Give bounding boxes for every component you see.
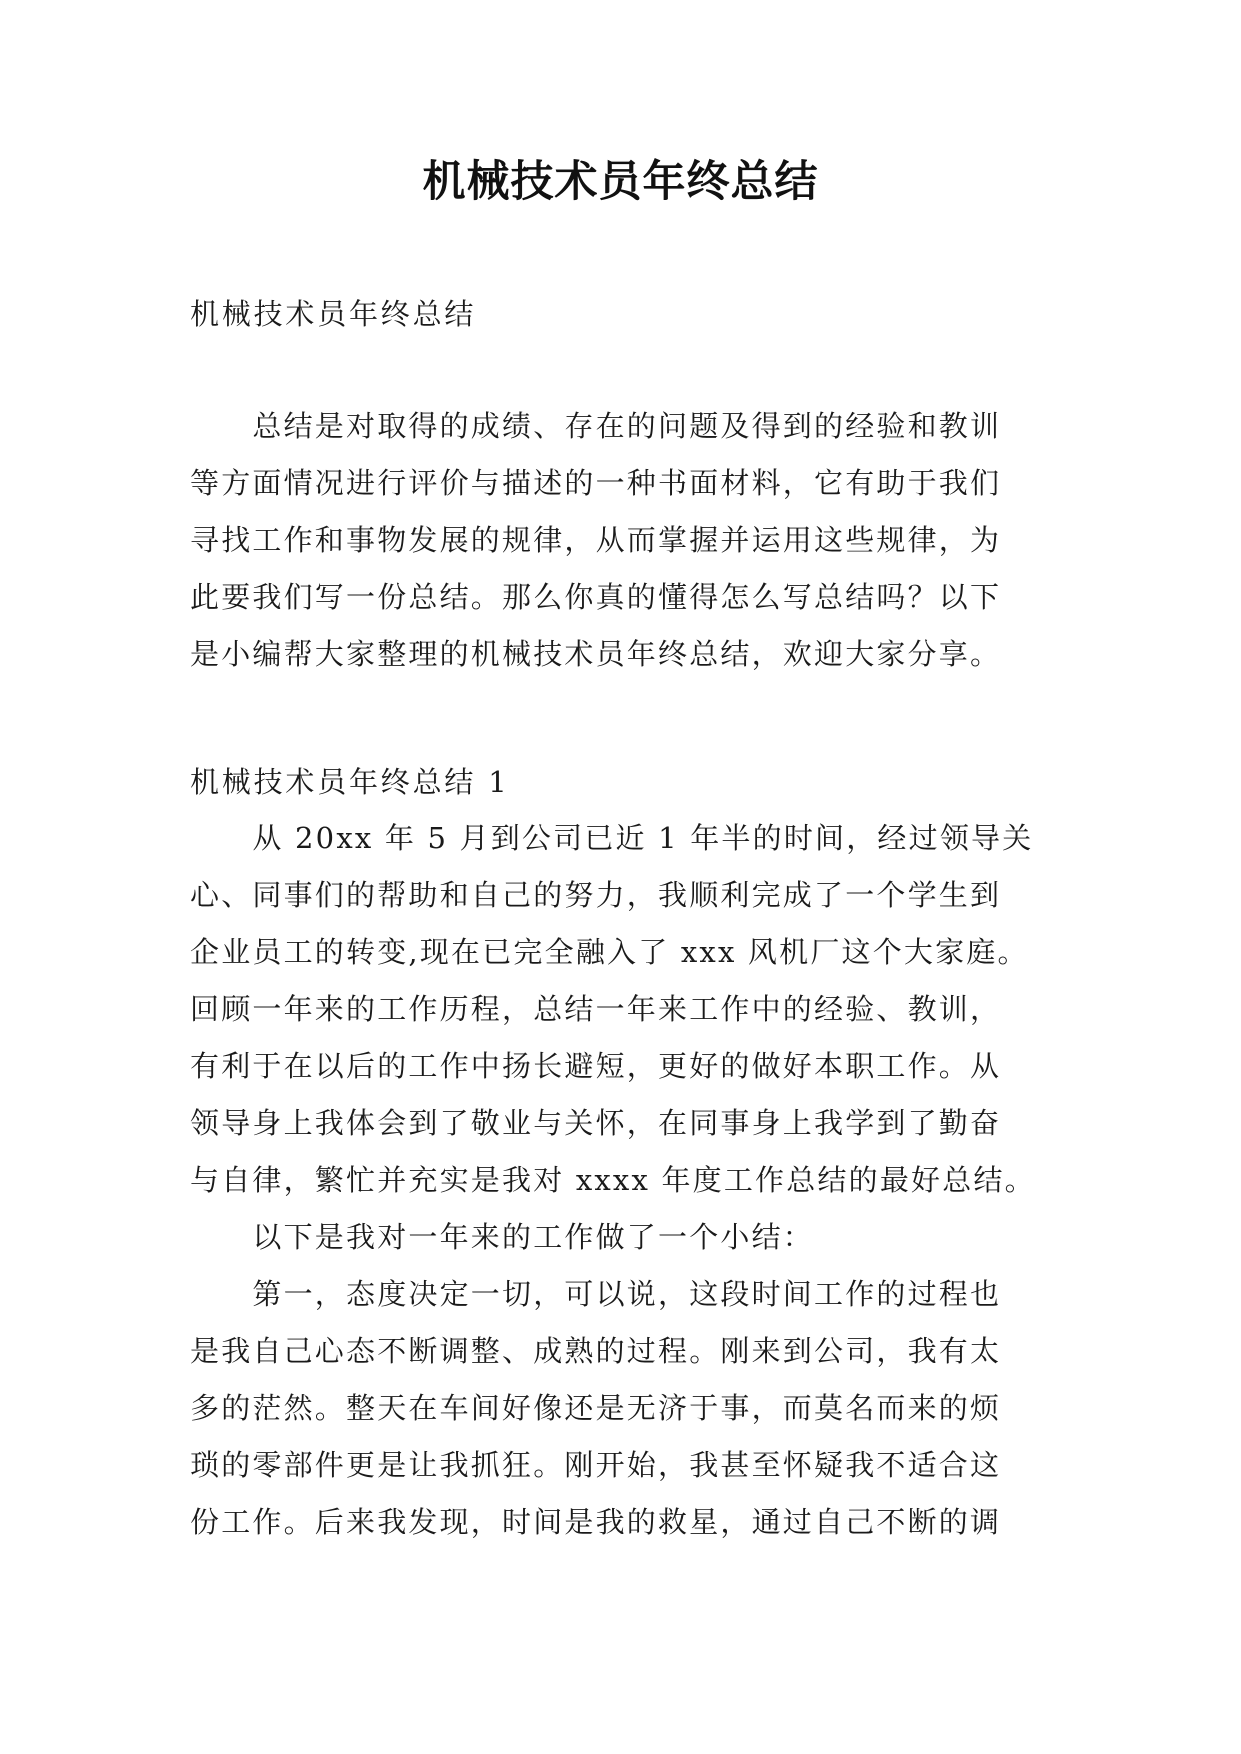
- intro-line: 总结是对取得的成绩、存在的问题及得到的经验和教训: [190, 409, 1002, 443]
- body-line: 与自律，繁忙并充实是我对 xxxx 年度工作总结的最好总结。: [190, 1163, 1036, 1197]
- intro-line: 寻找工作和事物发展的规律，从而掌握并运用这些规律，为: [190, 523, 1002, 557]
- document-title: 机械技术员年终总结: [422, 157, 819, 207]
- body-line: 琐的零部件更是让我抓狂。刚开始，我甚至怀疑我不适合这: [190, 1448, 1002, 1482]
- body-line: 从 20xx 年 5 月到公司已近 1 年半的时间，经过领导关: [190, 821, 1034, 855]
- section-heading: 机械技术员年终总结 1: [190, 765, 510, 799]
- body-line: 以下是我对一年来的工作做了一个小结：: [190, 1220, 815, 1254]
- body-line: 第一，态度决定一切，可以说，这段时间工作的过程也: [190, 1277, 1002, 1311]
- intro-line: 此要我们写一份总结。那么你真的懂得怎么写总结吗？以下: [190, 580, 1002, 614]
- body-line: 份工作。后来我发现，时间是我的救星，通过自己不断的调: [190, 1505, 1002, 1539]
- document-subtitle: 机械技术员年终总结: [190, 297, 477, 331]
- body-line: 是我自己心态不断调整、成熟的过程。刚来到公司，我有太: [190, 1334, 1002, 1368]
- intro-line: 是小编帮大家整理的机械技术员年终总结，欢迎大家分享。: [190, 637, 1002, 671]
- body-line: 回顾一年来的工作历程，总结一年来工作中的经验、教训，: [190, 992, 1002, 1026]
- body-line: 有利于在以后的工作中扬长避短，更好的做好本职工作。从: [190, 1049, 1002, 1083]
- intro-line: 等方面情况进行评价与描述的一种书面材料，它有助于我们: [190, 466, 1002, 500]
- body-line: 企业员工的转变,现在已完全融入了 xxx 风机厂这个大家庭。: [190, 935, 1029, 969]
- body-line: 心、同事们的帮助和自己的努力，我顺利完成了一个学生到: [190, 878, 1002, 912]
- body-line: 多的茫然。整天在车间好像还是无济于事，而莫名而来的烦: [190, 1391, 1002, 1425]
- body-line: 领导身上我体会到了敬业与关怀，在同事身上我学到了勤奋: [190, 1106, 1002, 1140]
